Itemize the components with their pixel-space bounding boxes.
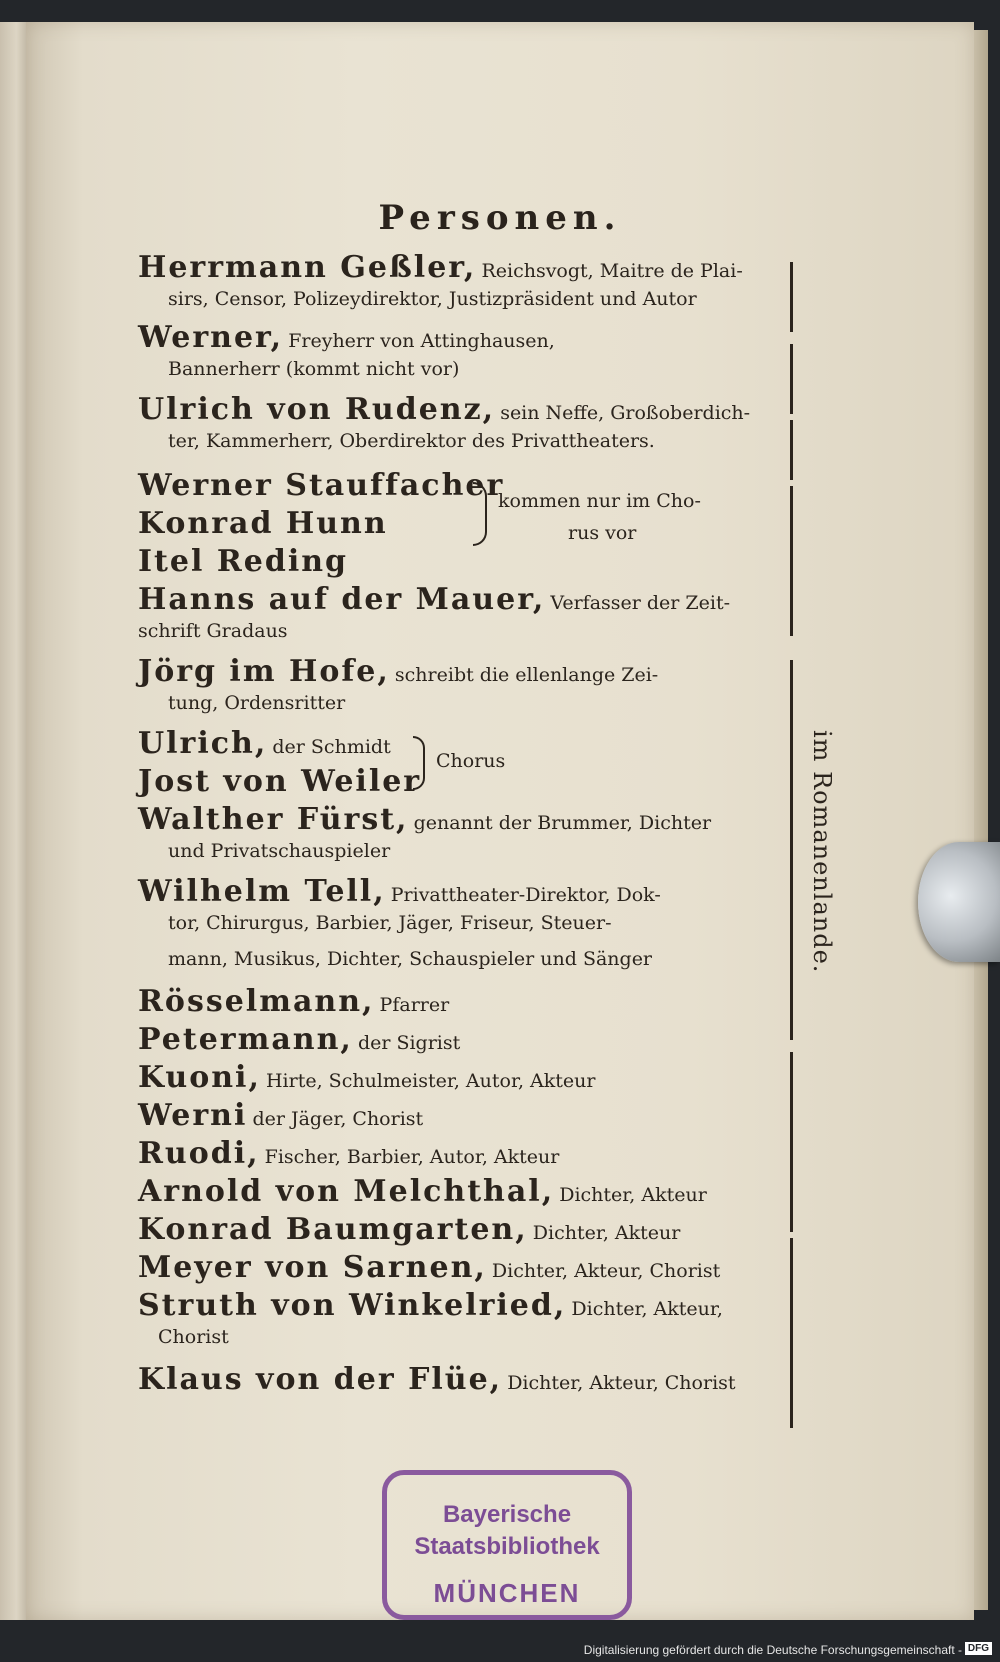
cast-desc-cont: tung, Ordensritter	[168, 692, 346, 714]
cast-desc: der Sigrist	[357, 1032, 461, 1054]
page-heading: Personen.	[378, 198, 622, 238]
brace-note: Chorus	[436, 750, 506, 772]
cast-entry	[138, 250, 743, 285]
cast-entry	[138, 1136, 559, 1171]
cast-desc-cont: sirs, Censor, Polizeydirektor, Justizpräsident und Autor	[168, 288, 697, 310]
cast-name: Ulrich von Rudenz,	[138, 392, 496, 427]
cast-desc: Hirte, Schulmeister, Autor, Akteur	[265, 1070, 596, 1092]
cast-entry	[138, 874, 661, 909]
cast-desc: Pfarrer	[379, 994, 450, 1016]
cast-entry	[138, 1060, 595, 1095]
page-edge	[974, 30, 988, 1610]
cast-name: Ulrich,	[138, 726, 268, 761]
cast-desc: Reichsvogt, Maitre de Plai-	[481, 260, 743, 282]
cast-name: Werner,	[138, 320, 284, 355]
cast-desc: der Jäger, Chorist	[252, 1108, 424, 1130]
cast-name: Ruodi,	[138, 1136, 260, 1171]
cast-name: Petermann,	[138, 1022, 353, 1057]
cast-name: Konrad Baumgarten,	[138, 1212, 528, 1247]
cast-desc-cont: schrift Gradaus	[138, 620, 288, 642]
margin-line	[790, 262, 793, 332]
cast-name: Werner Stauffacher	[138, 468, 505, 503]
cast-entry	[138, 1250, 720, 1285]
dfg-logo: DFG	[965, 1642, 992, 1655]
cast-name: Kuoni,	[138, 1060, 261, 1095]
cast-entry	[138, 726, 391, 761]
cast-entry	[138, 1022, 460, 1057]
margin-line	[790, 1238, 793, 1428]
group-brace	[473, 482, 487, 546]
stamp-line: Staatsbibliothek	[414, 1533, 600, 1560]
cast-name: Rösselmann,	[138, 984, 375, 1019]
cast-name: Wilhelm Tell,	[138, 874, 386, 909]
cast-desc: Dichter, Akteur	[532, 1222, 681, 1244]
cast-entry	[138, 320, 555, 355]
cast-entry	[138, 654, 658, 689]
cast-name: Meyer von Sarnen,	[138, 1250, 487, 1285]
cast-desc-cont: Bannerherr (kommt nicht vor)	[168, 358, 460, 380]
cast-entry	[138, 1288, 723, 1323]
stamp-line: Bayerische	[442, 1501, 572, 1528]
cast-name: Jost von Weiler	[138, 764, 422, 799]
cast-desc: Verfasser der Zeit-	[550, 592, 730, 614]
cast-name: Walther Fürst,	[138, 802, 409, 837]
cast-name: Itel Reding	[138, 544, 348, 579]
cast-entry	[138, 1098, 423, 1133]
cast-desc-cont: mann, Musikus, Dichter, Schauspieler und Sänger	[168, 948, 653, 970]
digitization-footer: Digitalisierung gefördert durch die Deutsche Forschungsgemeinschaft -	[583, 1643, 962, 1657]
stamp-city: MÜNCHEN	[433, 1578, 581, 1608]
library-stamp	[382, 1470, 632, 1620]
side-note: im Romanenlande.	[808, 730, 836, 974]
cast-name: Jörg im Hofe,	[138, 654, 390, 689]
margin-line	[790, 1052, 793, 1232]
cast-desc-cont: tor, Chirurgus, Barbier, Jäger, Friseur, Steuer-	[168, 912, 612, 934]
cast-desc: Dichter, Akteur, Chorist	[491, 1260, 721, 1282]
cast-entry	[138, 582, 730, 617]
cast-entry	[138, 1174, 707, 1209]
brace-note: rus vor	[568, 522, 637, 544]
cast-entry	[138, 544, 348, 579]
group-brace	[413, 736, 425, 790]
cast-entry	[138, 764, 421, 799]
cast-entry	[138, 802, 711, 837]
cast-entry	[138, 984, 449, 1019]
cast-desc: schreibt die ellenlange Zei-	[394, 664, 659, 686]
cast-desc: sein Neffe, Großoberdich-	[500, 402, 751, 424]
cast-entry	[138, 1212, 680, 1247]
brace-note: kommen nur im Cho-	[498, 490, 701, 512]
cast-name: Hanns auf der Mauer,	[138, 582, 546, 617]
page-clip	[918, 842, 1000, 962]
cast-desc-cont: ter, Kammerherr, Oberdirektor des Privattheaters.	[168, 430, 655, 452]
cast-entry	[138, 506, 388, 541]
cast-desc-cont: Chorist	[158, 1326, 229, 1348]
margin-line	[790, 420, 793, 480]
cast-desc: der Schmidt	[272, 736, 391, 758]
cast-name: Struth von Winkelried,	[138, 1288, 567, 1323]
margin-line	[790, 344, 793, 414]
margin-line	[790, 486, 793, 636]
cast-desc: Privattheater-Direktor, Dok-	[390, 884, 661, 906]
cast-desc: Dichter, Akteur,	[571, 1298, 723, 1320]
cast-desc: Dichter, Akteur	[559, 1184, 707, 1206]
cast-desc: Freyherr von Attinghausen,	[288, 330, 555, 352]
cast-name: Konrad Hunn	[138, 506, 388, 541]
cast-name: Herrmann Geßler,	[138, 250, 477, 285]
cast-desc: Fischer, Barbier, Autor, Akteur	[264, 1146, 560, 1168]
margin-line	[790, 660, 793, 1040]
cast-desc-cont: und Privatschauspieler	[168, 840, 391, 862]
cast-name: Werni	[138, 1098, 248, 1133]
cast-entry	[138, 1362, 736, 1397]
cast-name: Arnold von Melchthal,	[138, 1174, 555, 1209]
cast-desc: Dichter, Akteur, Chorist	[507, 1372, 736, 1394]
cast-entry	[138, 392, 750, 427]
cast-entry	[138, 468, 504, 503]
cast-name: Klaus von der Flüe,	[138, 1362, 503, 1397]
cast-desc: genannt der Brummer, Dichter	[413, 812, 712, 834]
